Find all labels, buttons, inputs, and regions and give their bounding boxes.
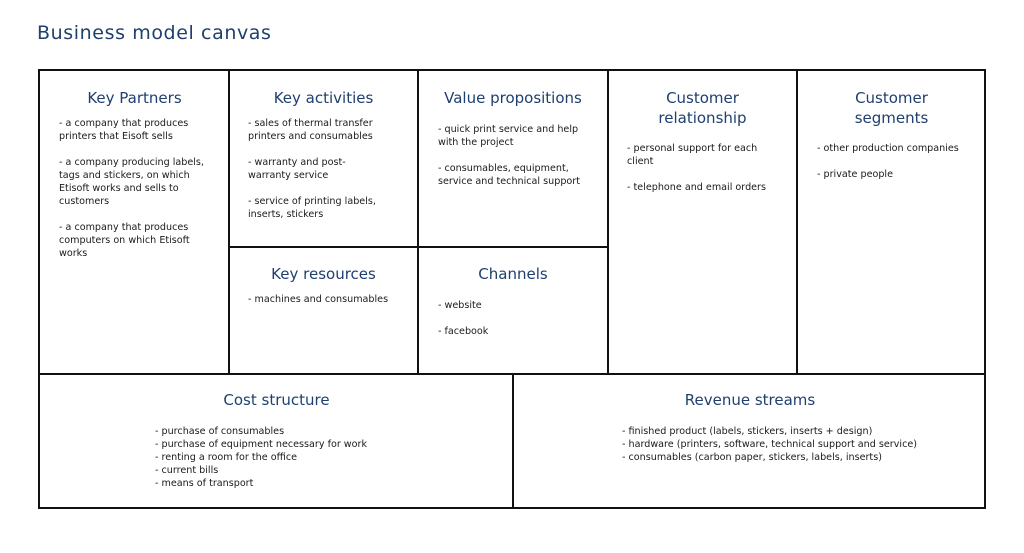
customer-relationship-list: [627, 142, 777, 194]
key-partners-section: [40, 71, 229, 373]
customer-segments-heading: Customer segments: [854, 89, 929, 127]
revenue-streams-list: [622, 425, 972, 464]
key-resources-section: [229, 247, 418, 373]
list-item: - consumables (carbon paper, stickers, labels, inserts): [622, 452, 882, 463]
business-model-canvas: [38, 69, 986, 509]
list-item: - consumables, equipment, service and technical support: [438, 163, 580, 187]
list-item: - warranty and post-warranty service: [248, 157, 346, 181]
channels-heading: Channels: [478, 265, 548, 283]
list-item: - current bills: [155, 465, 219, 476]
list-item: - finished product (labels, stickers, inserts + design): [622, 426, 873, 437]
customer-relationship-section: [608, 71, 797, 373]
customer-segments-list: [817, 142, 977, 181]
key-activities-section: [229, 71, 418, 247]
list-item: - personal support for each client: [627, 143, 758, 167]
list-item: - a company producing labels, tags and stickers, on which Etisoft works and sells to customers: [59, 157, 204, 207]
list-item: - website: [438, 300, 482, 311]
cost-structure-section: [40, 375, 513, 509]
key-partners-list: [59, 117, 209, 260]
key-resources-heading: Key resources: [271, 265, 376, 283]
customer-segments-section: [797, 71, 986, 373]
list-item: - hardware (printers, software, technical support and service): [622, 439, 917, 450]
list-item: - a company that produces computers on which Etisoft works: [59, 222, 190, 259]
key-activities-heading: Key activities: [273, 89, 374, 107]
list-item: - private people: [817, 169, 894, 180]
value-propositions-heading: Value propositions: [444, 89, 582, 107]
key-activities-list: [248, 117, 388, 221]
list-item: - sales of thermal transfer printers and consumables: [248, 118, 373, 142]
list-item: - purchase of equipment necessary for work: [155, 439, 368, 450]
customer-relationship-heading: Customer relationship: [658, 89, 747, 127]
revenue-streams-section: [514, 375, 986, 509]
list-item: - a company that produces printers that Eisoft sells: [59, 118, 189, 142]
list-item: - purchase of consumables: [155, 426, 285, 437]
list-item: - machines and consumables: [248, 294, 389, 305]
revenue-streams-heading: Revenue streams: [684, 391, 816, 409]
value-propositions-list: [438, 123, 586, 188]
channels-list: [438, 299, 588, 338]
cost-structure-heading: Cost structure: [223, 391, 330, 409]
value-propositions-section: [418, 71, 608, 247]
key-resources-list: [248, 293, 408, 306]
list-item: - means of transport: [155, 478, 254, 489]
list-item: - service of printing labels, inserts, stickers: [248, 196, 376, 220]
list-item: - facebook: [438, 326, 489, 337]
channels-section: [418, 247, 608, 373]
list-item: - telephone and email orders: [627, 182, 767, 193]
list-item: - renting a room for the office: [155, 452, 298, 463]
key-partners-heading: Key Partners: [87, 89, 182, 107]
list-item: - other production companies: [817, 143, 959, 154]
page-title: Business model canvas: [37, 22, 272, 44]
cost-structure-list: [155, 425, 455, 490]
list-item: - quick print service and help with the project: [438, 124, 579, 148]
